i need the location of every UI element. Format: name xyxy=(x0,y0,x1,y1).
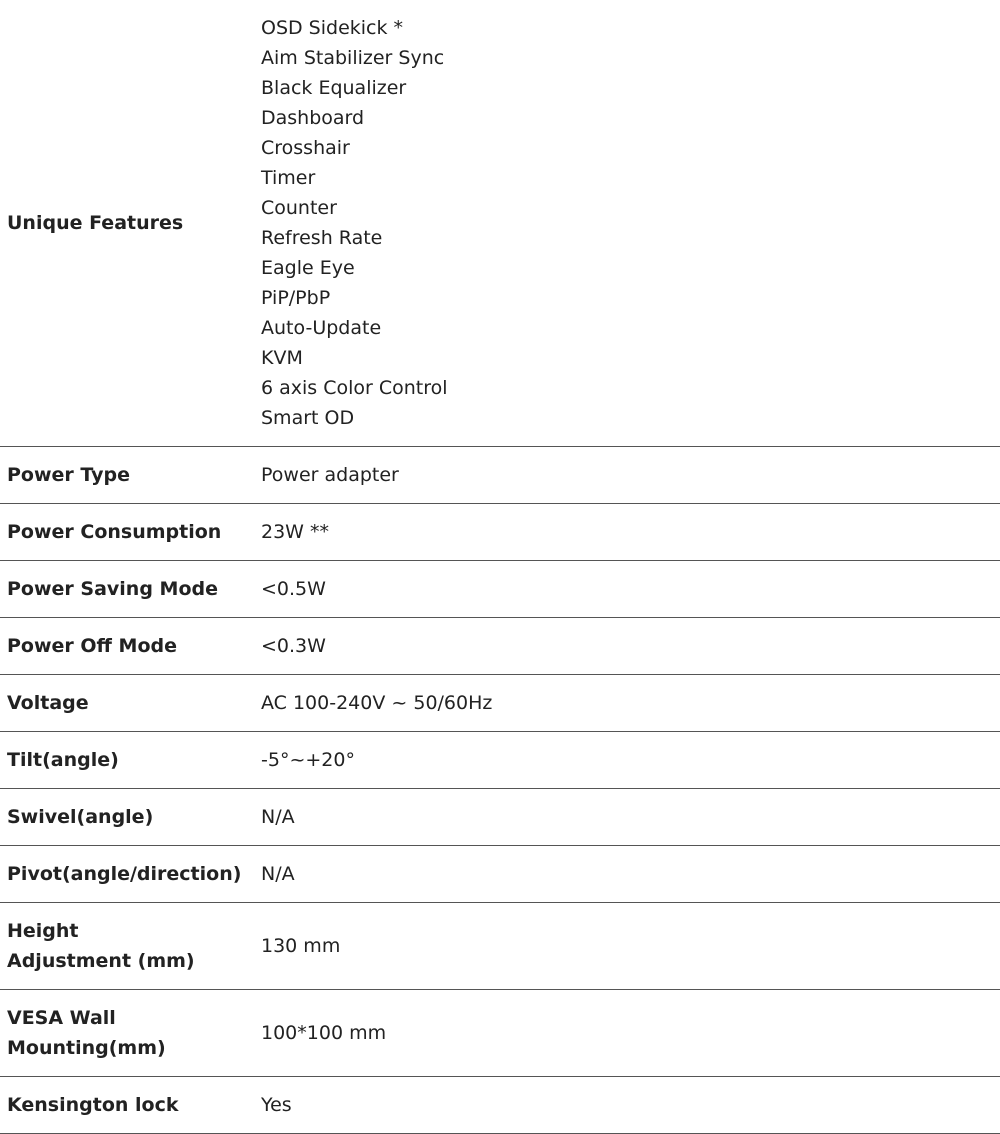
spec-value: 100*100 mm xyxy=(261,990,1000,1077)
feature-item: Auto-Update xyxy=(261,317,382,339)
spec-label: Tilt(angle) xyxy=(0,732,261,789)
feature-item: Refresh Rate xyxy=(261,227,383,249)
feature-list xyxy=(261,13,1000,433)
spec-label: Power Type xyxy=(0,447,261,504)
spec-label-text: VESA Wall Mounting(mm) xyxy=(7,1007,166,1059)
spec-value: <0.3W xyxy=(261,618,1000,675)
spec-row-voltage xyxy=(0,675,1000,732)
spec-value: Yes xyxy=(261,1077,1000,1134)
spec-row-unique-features xyxy=(0,0,1000,447)
spec-label-text: Height Adjustment (mm) xyxy=(7,920,195,972)
spec-value: Power adapter xyxy=(261,447,1000,504)
spec-value: N/A xyxy=(261,846,1000,903)
spec-label: Pivot(angle/direction) xyxy=(0,846,261,903)
feature-item: KVM xyxy=(261,347,303,369)
spec-row-tilt xyxy=(0,732,1000,789)
feature-item: 6 axis Color Control xyxy=(261,377,448,399)
spec-value xyxy=(261,0,1000,447)
spec-label: Kensington lock xyxy=(0,1077,261,1134)
feature-item: Dashboard xyxy=(261,107,365,129)
feature-item: Crosshair xyxy=(261,137,350,159)
spec-value: N/A xyxy=(261,789,1000,846)
spec-label xyxy=(0,903,261,990)
feature-item: Eagle Eye xyxy=(261,257,355,279)
feature-item: Smart OD xyxy=(261,407,355,429)
spec-value: AC 100-240V ~ 50/60Hz xyxy=(261,675,1000,732)
spec-row-pivot xyxy=(0,846,1000,903)
spec-row-kensington-lock xyxy=(0,1077,1000,1134)
spec-label xyxy=(0,990,261,1077)
spec-row-power-saving-mode xyxy=(0,561,1000,618)
spec-label: Power Consumption xyxy=(0,504,261,561)
spec-row-height-adjustment xyxy=(0,903,1000,990)
spec-label: Voltage xyxy=(0,675,261,732)
spec-row-power-consumption xyxy=(0,504,1000,561)
feature-item: Aim Stabilizer Sync xyxy=(261,47,445,69)
spec-row-power-off-mode xyxy=(0,618,1000,675)
spec-value: -5°~+20° xyxy=(261,732,1000,789)
spec-value: 23W ** xyxy=(261,504,1000,561)
spec-label: Unique Features xyxy=(0,0,261,447)
spec-value: 130 mm xyxy=(261,903,1000,990)
spec-label: Power Saving Mode xyxy=(0,561,261,618)
spec-label: Power Off Mode xyxy=(0,618,261,675)
feature-item: PiP/PbP xyxy=(261,287,331,309)
feature-item: Counter xyxy=(261,197,337,219)
spec-label: Swivel(angle) xyxy=(0,789,261,846)
feature-item: Timer xyxy=(261,167,316,189)
spec-row-swivel xyxy=(0,789,1000,846)
spec-row-power-type xyxy=(0,447,1000,504)
spec-value: <0.5W xyxy=(261,561,1000,618)
feature-item: Black Equalizer xyxy=(261,77,407,99)
spec-row-vesa-mounting xyxy=(0,990,1000,1077)
feature-item: OSD Sidekick * xyxy=(261,17,404,39)
